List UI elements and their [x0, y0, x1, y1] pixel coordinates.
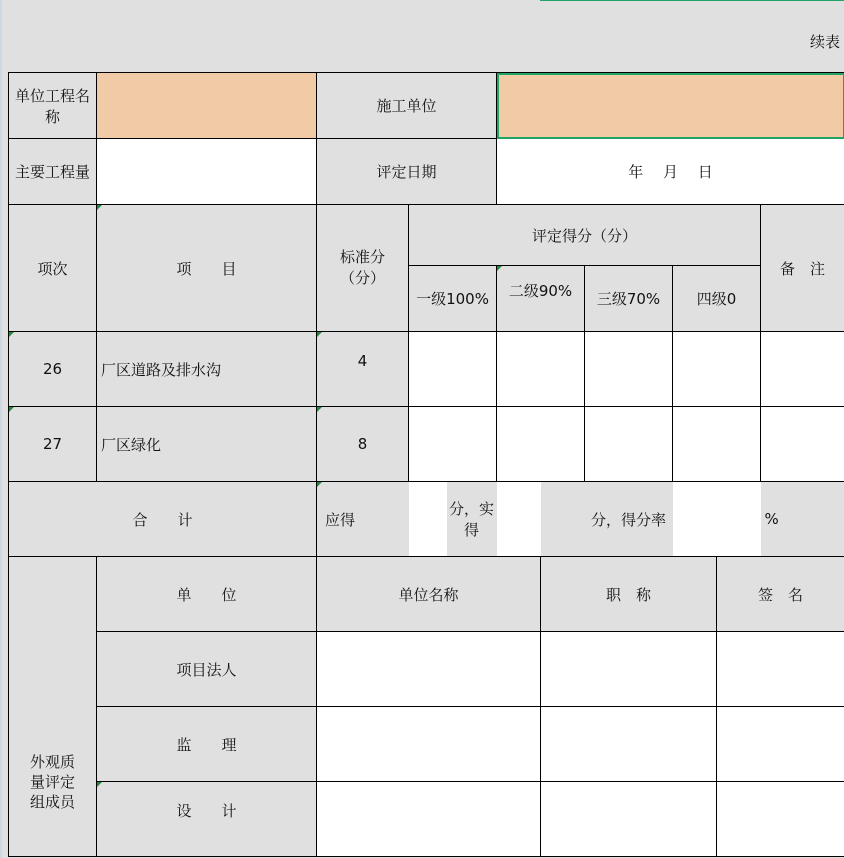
- header-eval-score: 评定得分（分）: [409, 205, 761, 266]
- row-std[interactable]: 8: [317, 407, 409, 482]
- continued-label: 续表: [809, 33, 840, 51]
- row-no[interactable]: 26: [9, 332, 97, 407]
- committee-member-label: 设 计: [97, 782, 317, 857]
- row-grade1-cell[interactable]: [409, 407, 497, 482]
- main-quantity-label: 主要工程量: [9, 139, 97, 205]
- table-row: [9, 407, 844, 482]
- row-grade3-cell[interactable]: [585, 332, 673, 407]
- header-grade4: 四级0: [673, 266, 761, 332]
- row-no[interactable]: 27: [9, 407, 97, 482]
- header-std-score: 标准分 （分）: [317, 205, 409, 332]
- header-grade2: 二级90%: [497, 266, 585, 332]
- total-actual-value-cell[interactable]: [497, 482, 541, 556]
- eval-date-value[interactable]: 年 月 日: [497, 139, 844, 205]
- header-grade1: 一级100%: [409, 266, 497, 332]
- committee-unit-name-header: 单位名称: [317, 557, 541, 632]
- committee-label: 外观质 量评定 组成员: [9, 557, 97, 857]
- header-grade3: 三级70%: [585, 266, 673, 332]
- main-quantity-value-cell[interactable]: [97, 139, 317, 205]
- committee-unit-name-cell[interactable]: [317, 782, 541, 857]
- total-label: 合 计: [9, 482, 317, 557]
- row-item[interactable]: 厂区绿化: [97, 407, 317, 482]
- committee-title-cell[interactable]: [541, 782, 717, 857]
- eval-date-label: 评定日期: [317, 139, 497, 205]
- committee-sign-cell[interactable]: [717, 632, 844, 707]
- committee-sign-header: 签 名: [717, 557, 844, 632]
- committee-row: [9, 782, 844, 857]
- row-grade4-cell[interactable]: [673, 332, 761, 407]
- row-std[interactable]: 4: [317, 332, 409, 407]
- total-percent: %: [761, 482, 844, 557]
- selection-top-border: [540, 0, 844, 1]
- committee-row: [9, 632, 844, 707]
- contractor-label: 施工单位: [317, 73, 497, 139]
- row-item[interactable]: 厂区道路及排水沟: [97, 332, 317, 407]
- committee-member-label: 监 理: [97, 707, 317, 782]
- total-actual-label: 分，实得: [447, 482, 497, 556]
- total-rate-label: 分，得分率: [585, 482, 673, 557]
- total-rate-value-cell[interactable]: [673, 482, 761, 557]
- header-remark: 备 注: [761, 205, 844, 332]
- committee-sign-cell[interactable]: [717, 707, 844, 782]
- header-item-no: 项次: [9, 205, 97, 332]
- row-grade2-cell[interactable]: [497, 407, 585, 482]
- unit-project-value-cell[interactable]: [97, 73, 317, 139]
- committee-sign-cell[interactable]: [717, 782, 844, 857]
- row-grade4-cell[interactable]: [673, 407, 761, 482]
- committee-unit-header: 单 位: [97, 557, 317, 632]
- unit-project-label: 单位工程名称: [9, 73, 97, 139]
- committee-row: [9, 707, 844, 782]
- committee-unit-name-cell[interactable]: [317, 707, 541, 782]
- row-remark-cell[interactable]: [761, 407, 844, 482]
- contractor-value-cell[interactable]: [497, 73, 844, 139]
- quality-evaluation-table: [8, 72, 844, 857]
- row-remark-cell[interactable]: [761, 332, 844, 407]
- committee-member-label: 项目法人: [97, 632, 317, 707]
- row-grade3-cell[interactable]: [585, 407, 673, 482]
- header-item: 项 目: [97, 205, 317, 332]
- committee-title-cell[interactable]: [541, 632, 717, 707]
- committee-title-header: 职 称: [541, 557, 717, 632]
- committee-unit-name-cell[interactable]: [317, 632, 541, 707]
- row-grade2-cell[interactable]: [497, 332, 585, 407]
- total-should-label: 应得: [317, 482, 409, 557]
- table-row: [9, 332, 844, 407]
- sheet-left-edge: [0, 0, 2, 858]
- row-grade1-cell[interactable]: [409, 332, 497, 407]
- committee-title-cell[interactable]: [541, 707, 717, 782]
